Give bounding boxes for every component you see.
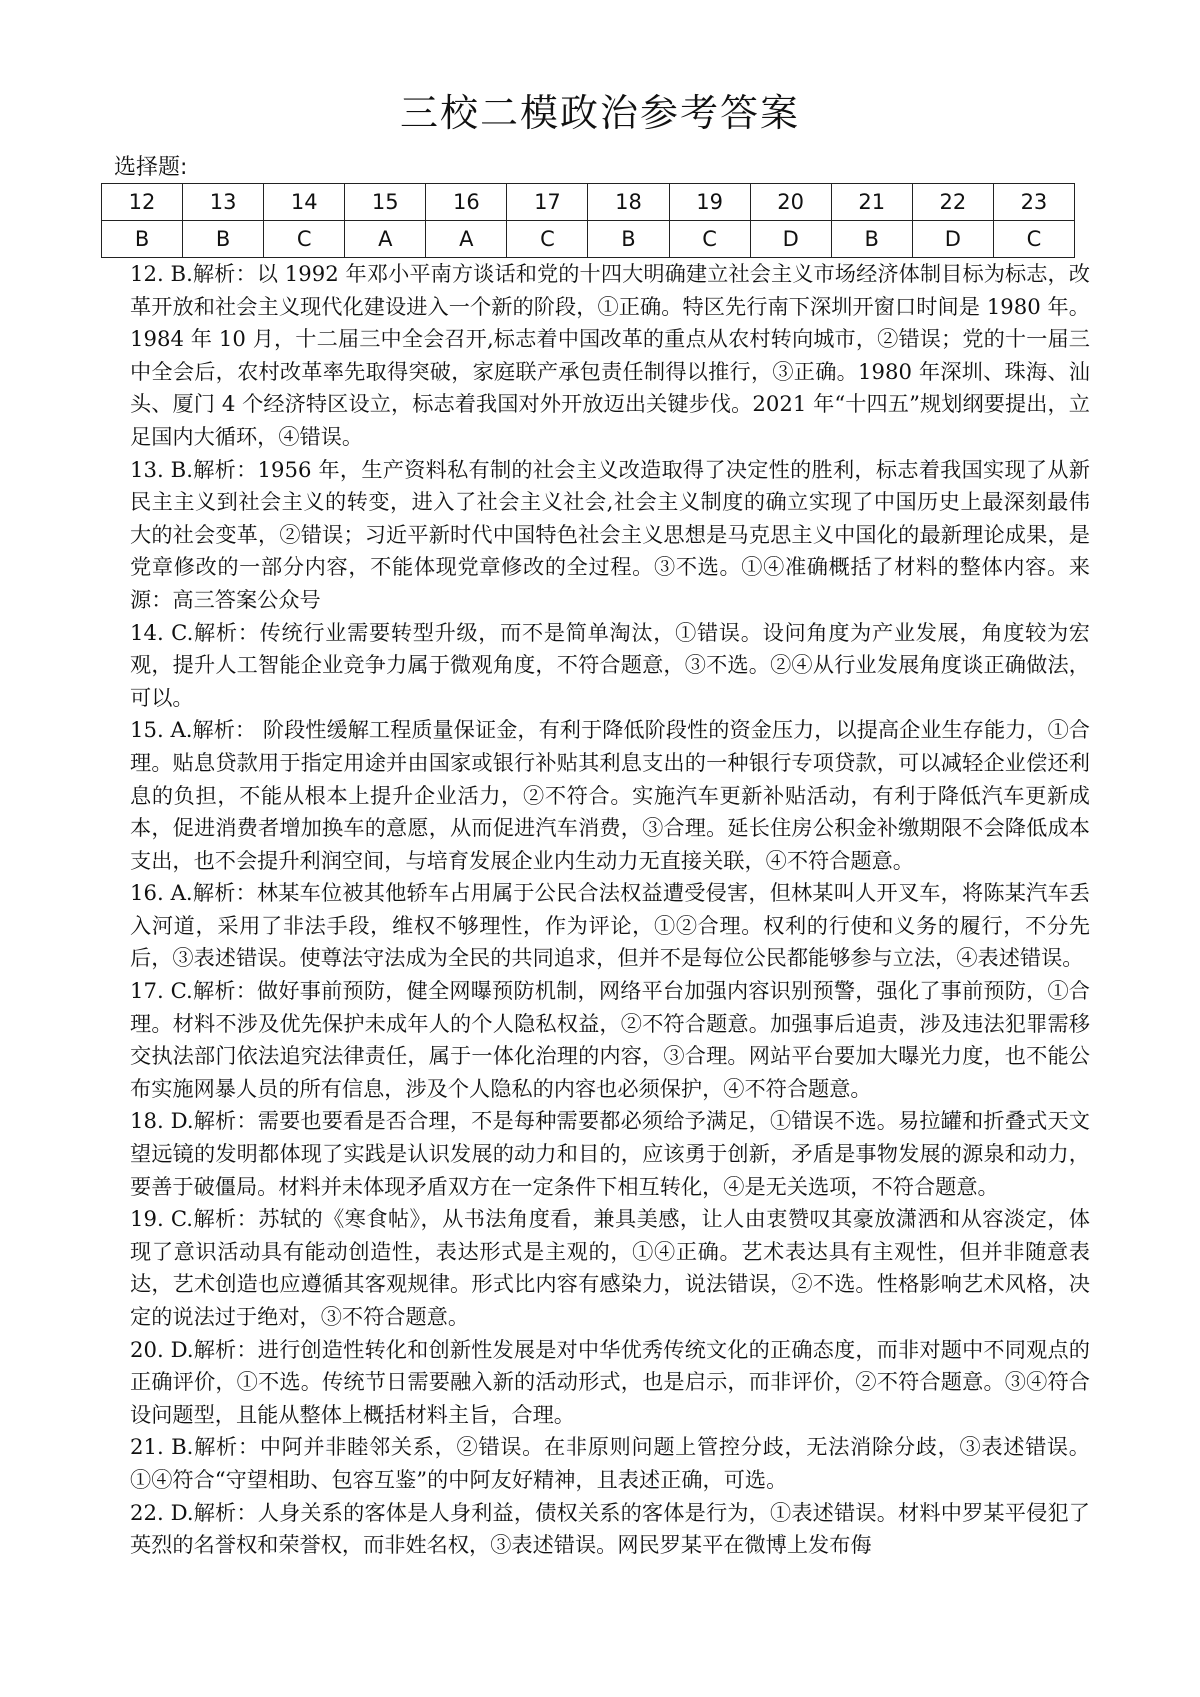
question-number-cell: 15 [345,184,426,221]
answer-cell: A [345,221,426,258]
answer-table [101,183,1075,258]
question-number-cell: 16 [426,184,507,221]
answer-cell: A [426,221,507,258]
explanation-q16: 16. A.解析：林某车位被其他轿车占用属于公民合法权益遭受侵害，但林某叫人开叉车，将陈某汽车丢入河道，采用了非法手段，维权不够理性，作为评论，①②合理。权利的行使和义务的履行，不分先后，③表述错误。使尊法守法成为全民的共同追求，但并不是每位公民都能够参与立法，④表述错误。 [130,880,1090,971]
question-number-cell: 18 [588,184,669,221]
answer-cell: B [102,221,183,258]
explanation-q22: 22. D.解析：人身关系的客体是人身利益，债权关系的客体是行为，①表述错误。材料中罗某平侵犯了英烈的名誉权和荣誉权，而非姓名权，③表述错误。网民罗某平在微博上发布侮 [130,1499,1090,1558]
question-number-cell: 14 [264,184,345,221]
explanation-q15: 15. A.解析： 阶段性缓解工程质量保证金，有利于降低阶段性的资金压力，以提高企业生存能力，①合理。贴息贷款用于指定用途并由国家或银行补贴其利息支出的一种银行专项贷款，可以减轻企业偿还利息的负担，不能从根本上提升企业活力，②不符合。实施汽车更新补贴活动，有利于降低汽车更新成本，促进消费者增加换车的意愿，从而促进汽车消费，③合理。延长住房公积金补缴期限不会降低成本支出，也不会提升利润空间，与培育发展企业内生动力无直接关联，④不符合题意。 [130,717,1090,873]
explanation-q21: 21. B.解析：中阿并非睦邻关系，②错误。在非原则问题上管控分歧，无法消除分歧，③表述错误。①④符合“守望相助、包容互鉴”的中阿友好精神，且表述正确，可选。 [130,1434,1090,1492]
explanation-q13: 13. B.解析：1956 年，生产资料私有制的社会主义改造取得了决定性的胜利，标志着我国实现了从新民主主义到社会主义的转变，进入了社会主义社会,社会主义制度的确立实现了中国历史上最深刻最伟大的社会变革，②错误；习近平新时代中国特色社会主义思想是马克思主义中国化的最新理论成果，是党章修改的一部分内容，不能体现党章修改的全过程。③不选。①④准确概括了材料的整体内容。来源：高三答案公众号 [130,456,1090,612]
question-number-cell: 20 [750,184,831,221]
explanations-body [130,258,1090,1562]
question-number-cell: 12 [102,184,183,221]
answer-cell: B [588,221,669,258]
explanation-q20: 20. D.解析：进行创造性转化和创新性发展是对中华优秀传统文化的正确态度，而非对题中不同观点的正确评价，①不选。传统节日需要融入新的活动形式，也是启示，而非评价，②不符合题意。③④符合设问题型，且能从整体上概括材料主旨，合理。 [130,1336,1090,1427]
section-label: 选择题: [114,155,188,180]
answer-cell: B [183,221,264,258]
explanation-q17: 17. C.解析：做好事前预防，健全网曝预防机制，网络平台加强内容识别预警，强化了事前预防，①合理。材料不涉及优先保护未成年人的个人隐私权益，②不符合题意。加强事后追责，涉及违法犯罪需移交执法部门依法追究法律责任，属于一体化治理的内容，③合理。网站平台要加大曝光力度，也不能公布实施网暴人员的所有信息，涉及个人隐私的内容也必须保护，④不符合题意。 [130,978,1090,1101]
question-number-cell: 19 [669,184,750,221]
answer-row [102,221,1075,258]
question-number-cell: 23 [993,184,1074,221]
explanation-q14: 14. C.解析：传统行业需要转型升级，而不是简单淘汰，①错误。设问角度为产业发展，角度较为宏观，提升人工智能企业竞争力属于微观角度，不符合题意，③不选。②④从行业发展角度谈正确做法，可以。 [130,619,1090,710]
question-number-row [102,184,1075,221]
question-number-cell: 17 [507,184,588,221]
answer-cell: C [993,221,1074,258]
answer-cell: C [507,221,588,258]
answer-cell: B [831,221,912,258]
answer-cell: D [912,221,993,258]
page-title: 三校二模政治参考答案 [399,91,800,135]
question-number-cell: 22 [912,184,993,221]
explanation-q12: 12. B.解析：以 1992 年邓小平南方谈话和党的十四大明确建立社会主义市场经济体制目标为标志，改革开放和社会主义现代化建设进入一个新的阶段，①正确。特区先行南下深圳开窗口时间是 1980 年。1984 年 10 月，十二届三中全会召开,标志着中国改革的重点从农村转向城市，②错误；党的十一届三中全会后，农村改革率先取得突破，家庭联产承包责任制得以推行，③正确。1980 年深圳、珠海、汕头、厦门 4 个经济特区设立，标志着我国对外开放迈出关键步伐。2021 年“十四五”规划纲要提出，立足国内大循环，④错误。 [130,261,1090,449]
explanation-q18: 18. D.解析：需要也要看是否合理，不是每种需要都必须给予满足，①错误不选。易拉罐和折叠式天文望远镜的发明都体现了实践是认识发展的动力和目的，应该勇于创新，矛盾是事物发展的源泉和动力，要善于破僵局。材料并未体现矛盾双方在一定条件下相互转化，④是无关选项，不符合题意。 [130,1108,1090,1199]
question-number-cell: 21 [831,184,912,221]
question-number-cell: 13 [183,184,264,221]
answer-cell: C [264,221,345,258]
explanation-q19: 19. C.解析：苏轼的《寒食帖》，从书法角度看，兼具美感，让人由衷赞叹其豪放潇洒和从容淡定，体现了意识活动具有能动创造性，表达形式是主观的，①④正确。艺术表达具有主观性，但并非随意表达，艺术创造也应遵循其客观规律。形式比内容有感染力，说法错误，②不选。性格影响艺术风格，决定的说法过于绝对，③不符合题意。 [130,1206,1090,1329]
answer-cell: C [669,221,750,258]
answer-cell: D [750,221,831,258]
